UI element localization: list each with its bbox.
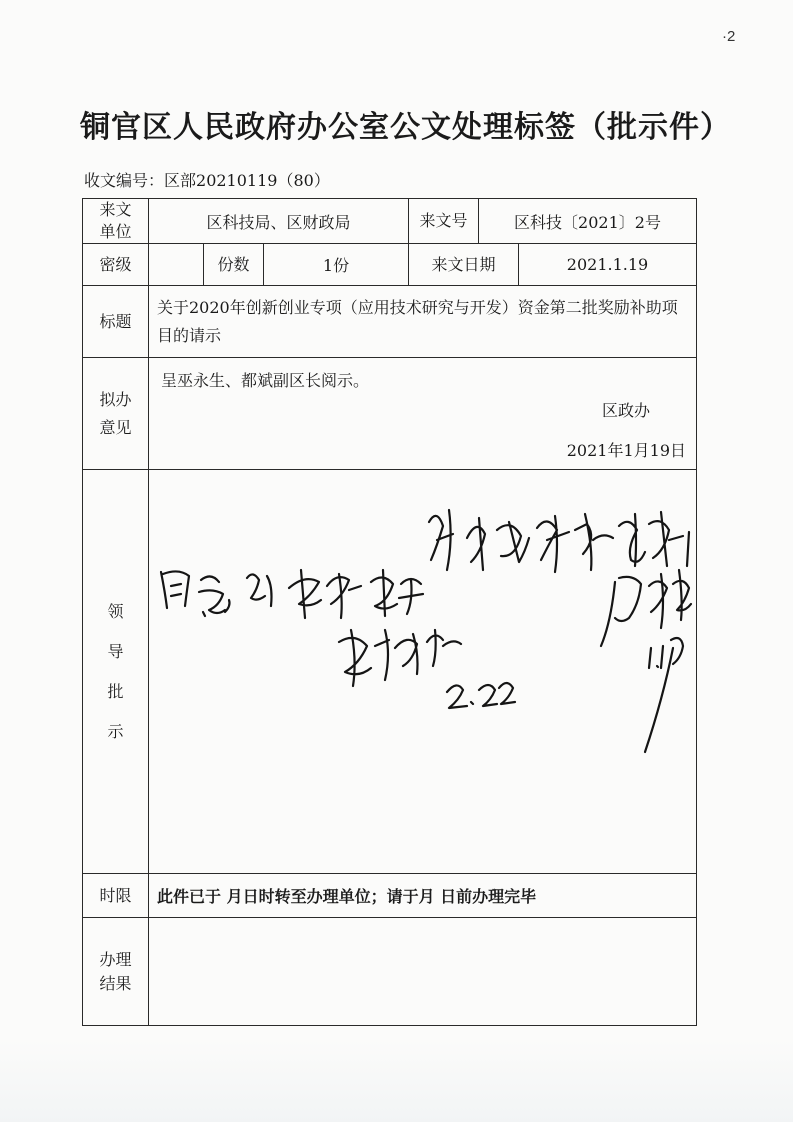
- row-sender: [83, 199, 697, 244]
- result-value: [149, 918, 697, 1026]
- handwritten-signatures-icon: [149, 470, 696, 874]
- doc-number-label: 收文编号：: [84, 171, 165, 190]
- scan-shadow: [0, 1040, 793, 1122]
- instruction-label: 领 导 批 示: [83, 470, 149, 874]
- processing-form: [82, 198, 697, 1026]
- received-date-value: 2021.1.19: [519, 244, 697, 286]
- opinion-label: 拟办意见: [83, 358, 149, 470]
- deadline-label: 时限: [83, 874, 149, 918]
- deadline-text: 此件已于 月日时转至办理单位；请于月 日前办理完毕: [149, 874, 697, 918]
- secrecy-label: 密级: [83, 244, 149, 286]
- doc-number-value: 区部20210119（80）: [164, 171, 330, 190]
- received-date-label: 来文日期: [409, 244, 519, 286]
- opinion-body: [149, 358, 697, 470]
- page-number-mark: ·2: [722, 28, 736, 45]
- opinion-org: 区政办: [601, 401, 650, 420]
- subject-value: 关于2020年创新创业专项（应用技术研究与开发）资金第二批奖励补助项目的请示: [149, 286, 697, 358]
- secrecy-value: [149, 244, 204, 286]
- sender-value: 区科技局、区财政局: [149, 199, 409, 244]
- opinion-date: 2021年1月19日: [566, 441, 686, 460]
- doc-number: [84, 168, 330, 191]
- result-label: 办理结果: [83, 918, 149, 1026]
- copies-label: 份数: [204, 244, 264, 286]
- page-title: 铜官区人民政府办公室公文处理标签（批示件）: [80, 110, 731, 145]
- copies-value: 1份: [264, 244, 409, 286]
- row-instruction: [83, 470, 697, 874]
- instruction-handwriting: [149, 470, 697, 874]
- file-no-value: 区科技〔2021〕2号: [479, 199, 697, 244]
- subject-label: 标题: [83, 286, 149, 358]
- row-meta: [83, 244, 697, 286]
- row-deadline: [83, 874, 697, 918]
- row-result: [83, 918, 697, 1026]
- opinion-text: 呈巫永生、都斌副区长阅示。: [161, 371, 370, 390]
- file-no-label: 来文号: [409, 199, 479, 244]
- sender-label: 来文单位: [83, 199, 149, 244]
- row-subject: [83, 286, 697, 358]
- row-opinion: [83, 358, 697, 470]
